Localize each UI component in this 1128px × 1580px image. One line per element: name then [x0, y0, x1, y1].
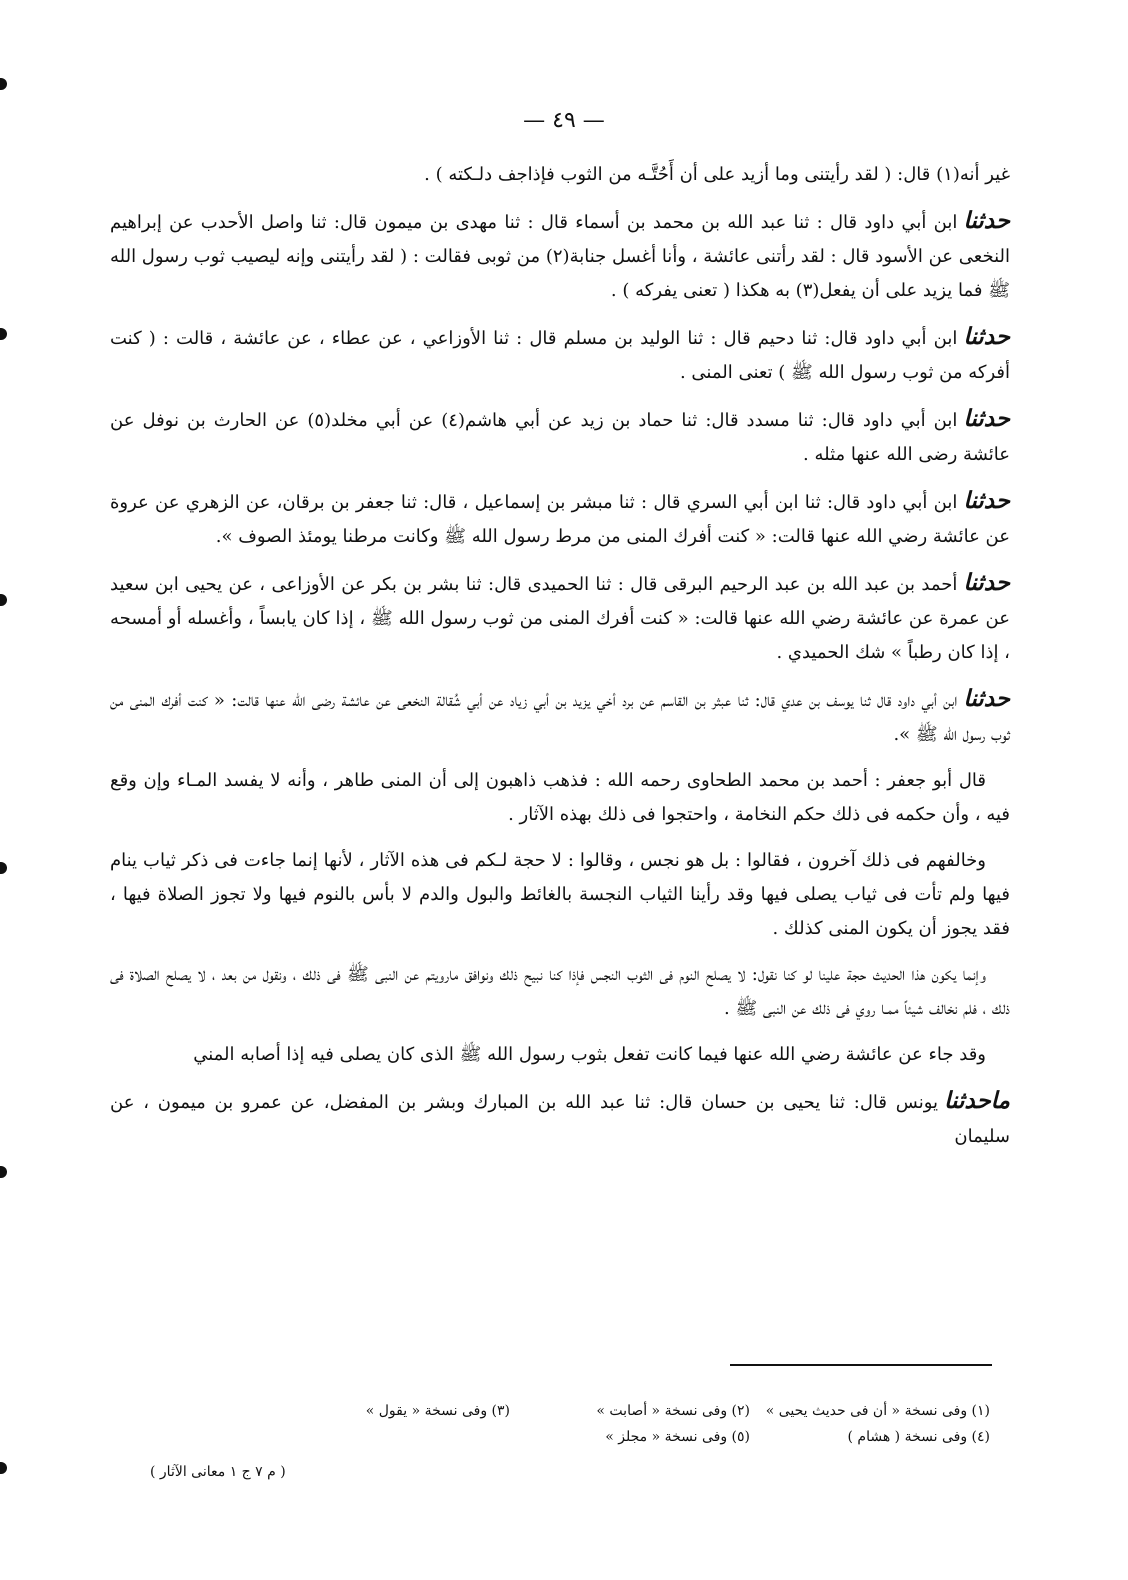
scan-edge-mark	[0, 1462, 7, 1474]
footnote-3: (٣) وفى نسخة « يقول »	[365, 1403, 510, 1419]
hadith-keyword: حدثنا	[963, 487, 1010, 514]
scan-edge-mark	[0, 78, 7, 90]
paragraph-text: وقد جاء عن عائشة رضي الله عنها فيما كانت تفعل بثوب رسول الله ﷺ الذى كان يصلى فيه إذا أصابه المني	[193, 1044, 986, 1065]
paragraph-text: قال أبو جعفر : أحمد بن محمد الطحاوى رحمه الله : فذهب ذاهبون إلى أن المنى طاهر ، وأنه لا يفسد المـاء وإن وقع فيه ، وأن حكمه فى ذلك حكم النخامة ، واحتجوا فى ذلك بهذه الآثار .	[110, 770, 1010, 825]
paragraph	[110, 320, 1010, 390]
paragraph	[110, 402, 1010, 472]
paragraph	[110, 158, 1010, 192]
footnote-1: (١) وفى نسخة « أن فى حديث يحيى »	[765, 1403, 990, 1419]
paragraph	[110, 844, 1010, 946]
paragraph-text: ابن أبي داود قال: ثنا مسدد قال: ثنا حماد بن زيد عن أبي هاشم(٤) عن أبي مخلد(٥) عن الحارث بن نوفل عن عائشة رضى الله عنها مثله .	[110, 410, 1010, 465]
paragraph	[110, 204, 1010, 308]
scan-edge-mark	[0, 328, 7, 340]
hadith-keyword: حدثنا	[963, 405, 1010, 432]
hadith-keyword: حدثنا	[963, 323, 1010, 350]
hadith-keyword: ماحدثنا	[944, 1087, 1010, 1114]
scan-edge-mark	[0, 1166, 7, 1178]
paragraph	[110, 566, 1010, 670]
footnote-row	[200, 1398, 990, 1424]
footnote-divider	[730, 1364, 992, 1366]
footnote-2: (٢) وفى نسخة « أصابت »	[596, 1403, 750, 1419]
paragraph-text: غير أنه(١) قال: ( لقد رأيتنى وما أزيد على أن أَحُتَّـه من الثوب فإذاجف دلـكته ) .	[424, 164, 1010, 185]
footnote-4: (٤) وفى نسخة ( هشام )	[847, 1429, 990, 1445]
paragraph	[110, 764, 1010, 832]
hadith-keyword: حدثنا	[963, 207, 1010, 234]
paragraph-text: ابن أبي داود قال ثنا يوسف بن عدي قال: ثنا عبثر بن القاسم عن برد أخي يزيد بن أبي زياد عن أبي شُقالة النخعى عن عائشة رضى الله عنها قالت: « كنت أفرك المنى من ثوب رسول الله ﷺ ».	[110, 690, 1010, 745]
paragraph-text: ابن أبي داود قال : ثنا عبد الله بن محمد بن أسماء قال : ثنا مهدى بن ميمون قال: ثنا واصل الأحدب عن إبراهيم النخعى عن الأسود قال : لقد رأتنى عائشة ، وأنا أغسل جنابة(٢) من ثوبى فقالت : ( لقد رأيتنى وإنه ليصيب ثوب رسول الله ﷺ فما يزيد على أن يفعل(٣) به هكذا ( تعنى يفركه ) .	[109, 212, 1010, 301]
paragraph	[110, 1084, 1010, 1154]
hadith-keyword: حدثنا	[963, 569, 1010, 596]
scan-edge-mark	[0, 594, 7, 606]
body-text	[110, 158, 1010, 1166]
paragraph-text: وإنما يكون هذا الحديث حجة علينا لو كنا نقول: لا يصلح النوم فى الثوب النجس فإذا كنا نبيح ذلك ونوافق مارويتم عن النبى ﷺ فى ذلك ، ونقول من بعد ، لا يصلح الصلاة فى ذلك ، فلم نخالف شيئاً ممـا روي فى ذلك عن النبى ﷺ .	[110, 964, 1010, 1019]
paragraph	[110, 484, 1010, 554]
paragraph-text: وخالفهم فى ذلك آخرون ، فقالوا : بل هو نجس ، وقالوا : لا حجة لـكم فى هذه الآثار ، لأنها إنما جاءت فى ذكر ثياب ينام فيها ولم تأت فى ثياب يصلى فيها وقد رأينا الثياب النجسة بالغائط والبول والدم لا بأس بالنوم فيها ولا تجوز الصلاة فيها ، فقد يجوز أن يكون المنى كذلك .	[110, 850, 1010, 939]
hadith-keyword: حدثنا	[963, 685, 1010, 712]
paragraph	[110, 958, 1010, 1026]
scan-edge-mark	[0, 862, 7, 874]
paragraph-text: ابن أبي داود قال: ثنا ابن أبي السري قال : ثنا مبشر بن إسماعيل ، قال: ثنا جعفر بن برقان، عن الزهري عن عروة عن عائشة رضي الله عنها قالت: « كنت أفرك المنى من مرط رسول الله ﷺ وكانت مرطنا يومئذ الصوف ».	[110, 492, 1010, 547]
footnote-5: (٥) وفى نسخة « مجلز »	[605, 1429, 750, 1445]
volume-signature: ( م ٧ ج ١ معانى الآثار )	[150, 1464, 286, 1480]
footnote-row	[200, 1424, 990, 1450]
footnotes	[200, 1398, 990, 1450]
paragraph-text: يونس قال: ثنا يحيى بن حسان قال: ثنا عبد الله بن المبارك وبشر بن المفضل، عن عمرو بن ميمون ، عن سليمان	[110, 1092, 1010, 1147]
paragraph-text: أحمد بن عبد الله بن عبد الرحيم البرقى قال : ثنا الحميدى قال: ثنا بشر بن بكر عن الأوزاعى ، عن يحيى ابن سعيد عن عمرة عن عائشة رضي الله عنها قالت: « كنت أفرك المنى من ثوب رسول الله ﷺ ، إذا كان يابساً ، وأغسله أو أمسحه ، إذا كان رطباً » شك الحميدي .	[110, 574, 1010, 663]
paragraph	[110, 1038, 1010, 1072]
paragraph	[110, 682, 1010, 752]
paragraph-text: ابن أبي داود قال: ثنا دحيم قال : ثنا الوليد بن مسلم قال : ثنا الأوزاعي ، عن عطاء ، عن عائشة ، قالت : ( كنت أفركه من ثوب رسول الله ﷺ ) تعنى المنى .	[110, 328, 1010, 383]
page-number: — ٤٩ —	[523, 108, 605, 133]
